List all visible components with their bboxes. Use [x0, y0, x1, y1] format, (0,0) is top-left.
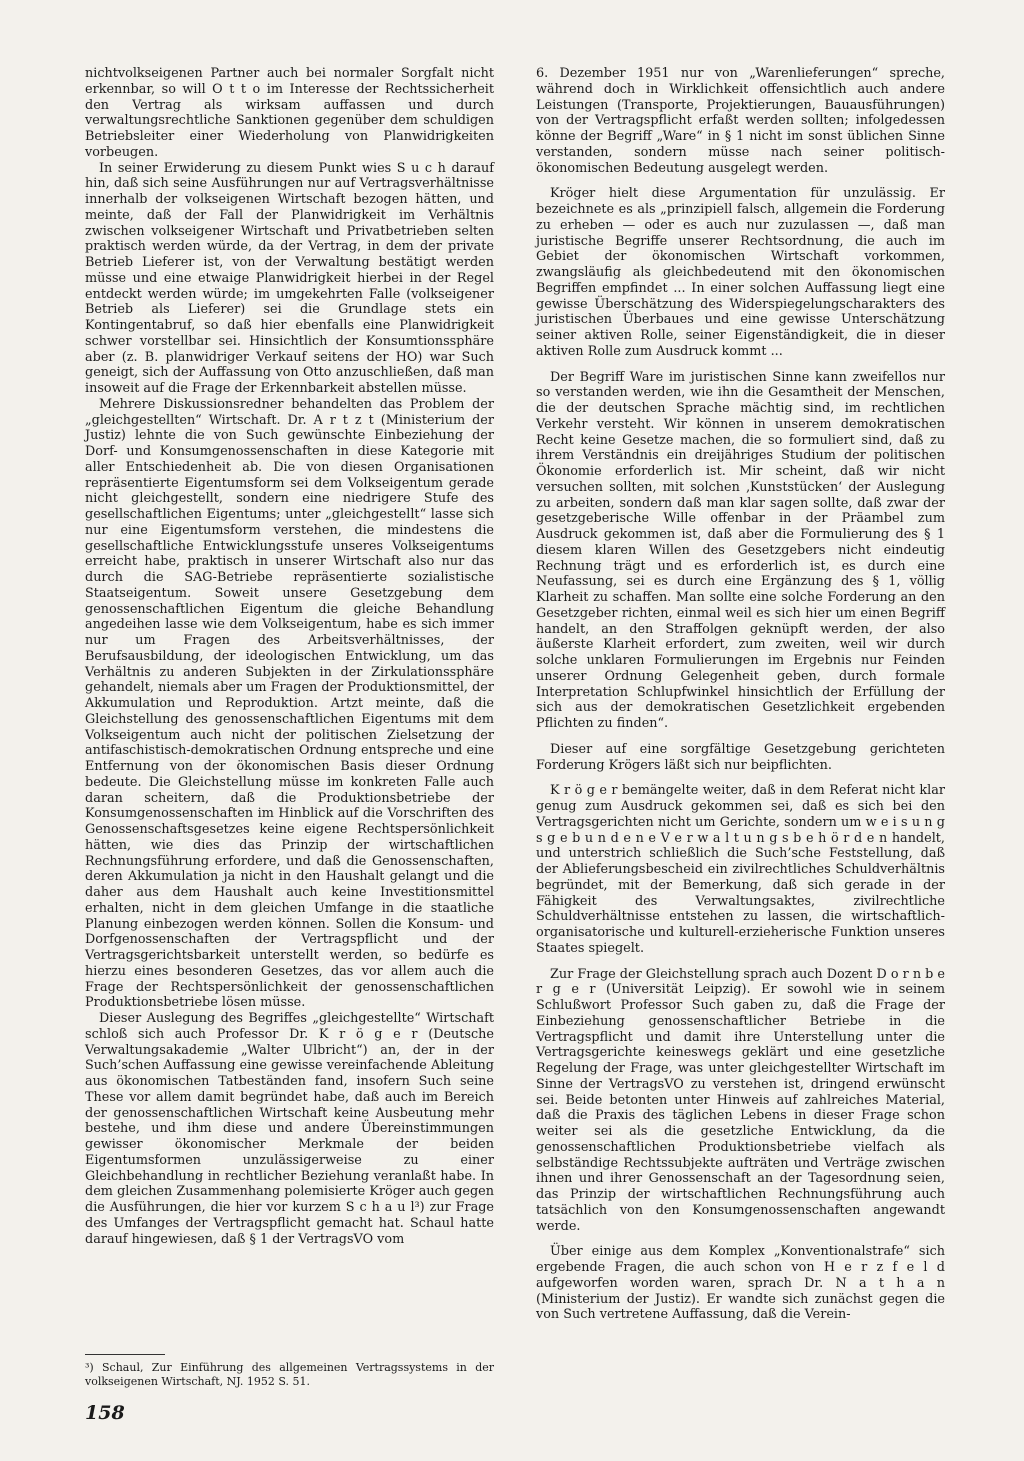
left-column — [85, 66, 494, 1247]
paragraph: K r ö g e r bemängelte weiter, daß in dem Referat nicht klar genug zum Ausdruck gekommen sei, daß es sich bei den Vertragsgerichten nicht um Gerichte, sondern um w e i s u n g s g e b u n d e n e V e r w a l t u n g s b e h ö r d e n handelt, und unterstrich schließlich die Such’sche Feststellung, daß der Ablieferungsbescheid ein zivilrechtliches Schuldverhältnis begründet, mit der Bemerkung, daß sich gerade in der Fähigkeit des Verwaltungsaktes, zivilrechtliche Schuldverhältnisse entstehen zu lassen, die wirtschaftlich-organisatorische und kulturell-erzieherische Funktion unseres Staates spiegelt. — [536, 783, 945, 956]
paragraph: Über einige aus dem Komplex „Konventionalstrafe“ sich ergebende Fragen, die auch schon von H e r z f e l d aufgeworfen worden waren, sprach Dr. N a t h a n (Ministerium der Justiz). Er wandte sich zunächst gegen die von Such vertretene Auffassung, daß die Verein- — [536, 1244, 945, 1323]
paragraph: Zur Frage der Gleichstellung sprach auch Dozent D o r n b e r g e r (Universität Leipzig). Er sowohl wie in seinem Schlußwort Professor Such gaben zu, daß die Frage der Einbeziehung genossenschaftlicher Betriebe in die Vertragspflicht und damit ihre Unterstellung unter die Vertragsgerichte keineswegs geklärt und eine gesetzliche Regelung der Frage, was unter gleichgestellter Wirtschaft im Sinne der VertragsVO zu verstehen ist, dringend erwünscht sei. Beide betonten unter Hinweis auf zahlreiches Material, daß die Praxis des täglichen Lebens in dieser Frage schon weiter sei als die gesetzliche Entwicklung, da die genossenschaftlichen Produktionsbetriebe vielfach als selbständige Rechtssubjekte aufträten und Verträge zwischen ihnen und ihrer Genossenschaft an der Tagesordnung seien, das Prinzip der wirtschaftlichen Rechnungsführung auch tatsächlich von den Konsumgenossenschaften angewandt werde. — [536, 966, 945, 1234]
paragraph: Mehrere Diskussionsredner behandelten das Problem der „gleichgestellten“ Wirtschaft. Dr. A r t z t (Ministerium der Justiz) lehnte die von Such gewünschte Einbeziehung der Dorf- und Konsumgenossenschaften in diese Kategorie mit aller Entschiedenheit ab. Die von diesen Organisationen repräsentierte Eigentumsform sei dem Volkseigentum gerade nicht gleichgestellt, sondern eine niedrigere Stufe des gesellschaftlichen Eigentums; unter „gleichgestellt“ lasse sich nur eine Eigentumsform verstehen, die mindestens die gesellschaftliche Entwicklungsstufe unseres Volkseigentums erreicht habe, praktisch in unserer Wirtschaft also nur das durch die SAG-Betriebe repräsentierte sozialistische Staatseigentum. Soweit unsere Gesetzgebung dem genossenschaftlichen Eigentum die gleiche Behandlung angedeihen lasse wie dem Volkseigentum, habe es sich immer nur um Fragen des Arbeitsverhältnisses, der Berufsausbildung, der ideologischen Entwicklung, um das Verhältnis zu anderen Subjekten in der Zirkulationssphäre gehandelt, niemals aber um Fragen der Produktionsmittel, der Akkumulation und Reproduktion. Artzt meinte, daß die Gleichstellung des genossenschaftlichen Eigentums mit dem Volkseigentum auch nicht der politischen Zielsetzung der antifaschistisch-demokratischen Ordnung entspreche und eine Entfernung von der ökonomischen Basis dieser Ordnung bedeute. Die Gleichstellung müsse im konkreten Falle auch daran scheitern, daß die Produktionsbetriebe der Konsumgenossenschaften im Hinblick auf die Vorschriften des Genossenschaftsgesetzes keine eigene Rechtspersönlichkeit hätten, wie dies das Prinzip der wirtschaftlichen Rechnungsführung erfordere, und daß die Genossenschaften, deren Akkumulation ja nicht in den Haushalt gelangt und die daher aus dem Haushalt auch keine Investitionsmittel erhalten, nicht in dem gleichen Umfange in die staatliche Planung einbezogen werden können. Sollen die Konsum- und Dorfgenossenschaften der Vertragspflicht und der Vertragsgerichtsbarkeit unterstellt werden, so bedürfe es hierzu eines besonderen Gesetzes, das vor allem auch die Frage der Rechtspersönlichkeit der genossenschaftlichen Produktionsbetriebe lösen müsse. — [85, 396, 494, 1011]
footnote: ³) Schaul, Zur Einführung des allgemeinen Vertragssystems in der volkseigenen Wirtschaft, NJ. 1952 S. 51. — [85, 1361, 494, 1388]
page-number: 158 — [85, 1402, 125, 1424]
right-column — [536, 66, 945, 1323]
paragraph: Dieser auf eine sorgfältige Gesetzgebung gerichteten Forderung Krögers läßt sich nur beipflichten. — [536, 741, 945, 773]
paragraph: Dieser Auslegung des Begriffes „gleichgestellte“ Wirtschaft schloß sich auch Professor Dr. K r ö g e r (Deutsche Verwaltungsakademie „Walter Ulbricht“) an, der in der Such’schen Auffassung eine gewisse vereinfachende Ableitung aus ökonomischen Tatbeständen fand, insofern Such seine These vor allem damit begründet habe, daß auch im Bereich der genossenschaftlichen Wirtschaft keine Ausbeutung mehr bestehe, und ihm diese und andere Übereinstimmungen gewisser ökonomischer Merkmale der beiden Eigentumsformen unzulässigerweise zu einer Gleichbehandlung in rechtlicher Beziehung veranlaßt habe. In dem gleichen Zusammenhang polemisierte Kröger auch gegen die Ausführungen, die hier vor kurzem S c h a u l³) zur Frage des Umfanges der Vertragspflicht gemacht hat. Schaul hatte darauf hingewiesen, daß § 1 der VertragsVO vom — [85, 1011, 494, 1247]
paragraph: In seiner Erwiderung zu diesem Punkt wies S u c h darauf hin, daß sich seine Ausführungen nur auf Vertragsverhältnisse innerhalb der volkseigenen Wirtschaft bezogen hätten, und meinte, daß der Fall der Planwidrigkeit im Verhältnis zwischen volkseigener Wirtschaft und Privatbetrieben selten praktisch werden würde, da der Vertrag, in dem der private Betrieb Lieferer ist, von der Verwaltung bestätigt werden müsse und eine etwaige Planwidrigkeit hierbei in der Regel entdeckt werden würde; im umgekehrten Falle (volkseigener Betrieb als Lieferer) sei die Grundlage stets ein Kontingentabruf, so daß hier ebenfalls eine Planwidrigkeit schwer vorstellbar sei. Hinsichtlich der Konsumtionssphäre aber (z. B. planwidriger Verkauf seitens der HO) war Such geneigt, sich der Auffassung von Otto anzuschließen, daß man insoweit auf die Frage der Erkennbarkeit abstellen müsse. — [85, 160, 494, 396]
paragraph: Kröger hielt diese Argumentation für unzulässig. Er bezeichnete es als „prinzipiell falsch, allgemein die Forderung zu erheben — oder es auch nur zuzulassen —, daß man juristische Begriffe unserer Rechtsordnung, die auch im Gebiet der ökonomischen Wirtschaft vorkommen, zwangsläufig als gleichbedeutend mit den ökonomischen Begriffen empfindet ... In einer solchen Auffassung liegt eine gewisse Überschätzung des Widerspiegelungscharakters des juristischen Überbaues und eine gewisse Unterschätzung seiner aktiven Rolle, seiner Eigenständigkeit, die in dieser aktiven Rolle zum Ausdruck kommt ... — [536, 186, 945, 359]
paragraph: nichtvolkseigenen Partner auch bei normaler Sorgfalt nicht erkennbar, so will O t t o im Interesse der Rechtssicherheit den Vertrag als wirksam auffassen und durch verwaltungsrechtliche Sanktionen gegenüber dem schuldigen Betriebsleiter einer Wiederholung von Planwidrigkeiten vorbeugen. — [85, 66, 494, 160]
paragraph: Der Begriff Ware im juristischen Sinne kann zweifellos nur so verstanden werden, wie ihn die Gesamtheit der Menschen, die der deutschen Sprache mächtig sind, im rechtlichen Verkehr versteht. Wir können in unserem demokratischen Recht keine Gesetze machen, die so formuliert sind, daß zu ihrem Verständnis ein dreijähriges Studium der politischen Ökonomie erforderlich ist. Mir scheint, daß wir nicht versuchen sollten, mit solchen ‚Kunststücken‘ der Auslegung zu arbeiten, sondern daß man klar sagen sollte, daß zwar der gesetzgeberische Wille offenbar in der Präambel zum Ausdruck gekommen ist, daß aber die Formulierung des § 1 diesem klaren Willen des Gesetzgebers nicht eindeutig Rechnung trägt und es erforderlich ist, es durch eine Neufassung, sei es durch eine Ergänzung des § 1, völlig Klarheit zu schaffen. Man sollte eine solche Forderung an den Gesetzgeber richten, einmal weil es sich hier um einen Begriff handelt, an den Straffolgen geknüpft werden, der also äußerste Klarheit erfordert, zum zweiten, weil wir durch solche unklaren Formulierungen im Ergebnis nur Feinden unserer Ordnung Gelegenheit geben, durch formale Interpretation Schlupfwinkel hinsichtlich der Erfüllung der sich aus der demokratischen Gesetzlichkeit ergebenden Pflichten zu finden“. — [536, 369, 945, 731]
footnote-divider — [85, 1354, 165, 1355]
paragraph: 6. Dezember 1951 nur von „Warenlieferungen“ spreche, während doch in Wirklichkeit offensichtlich auch andere Leistungen (Transporte, Projektierungen, Bauausführungen) von der Vertragspflicht erfaßt werden sollten; infolgedessen könne der Begriff „Ware“ in § 1 nicht im sonst üblichen Sinne verstanden, sondern müsse nach seiner politisch-ökonomischen Bedeutung ausgelegt werden. — [536, 66, 945, 176]
